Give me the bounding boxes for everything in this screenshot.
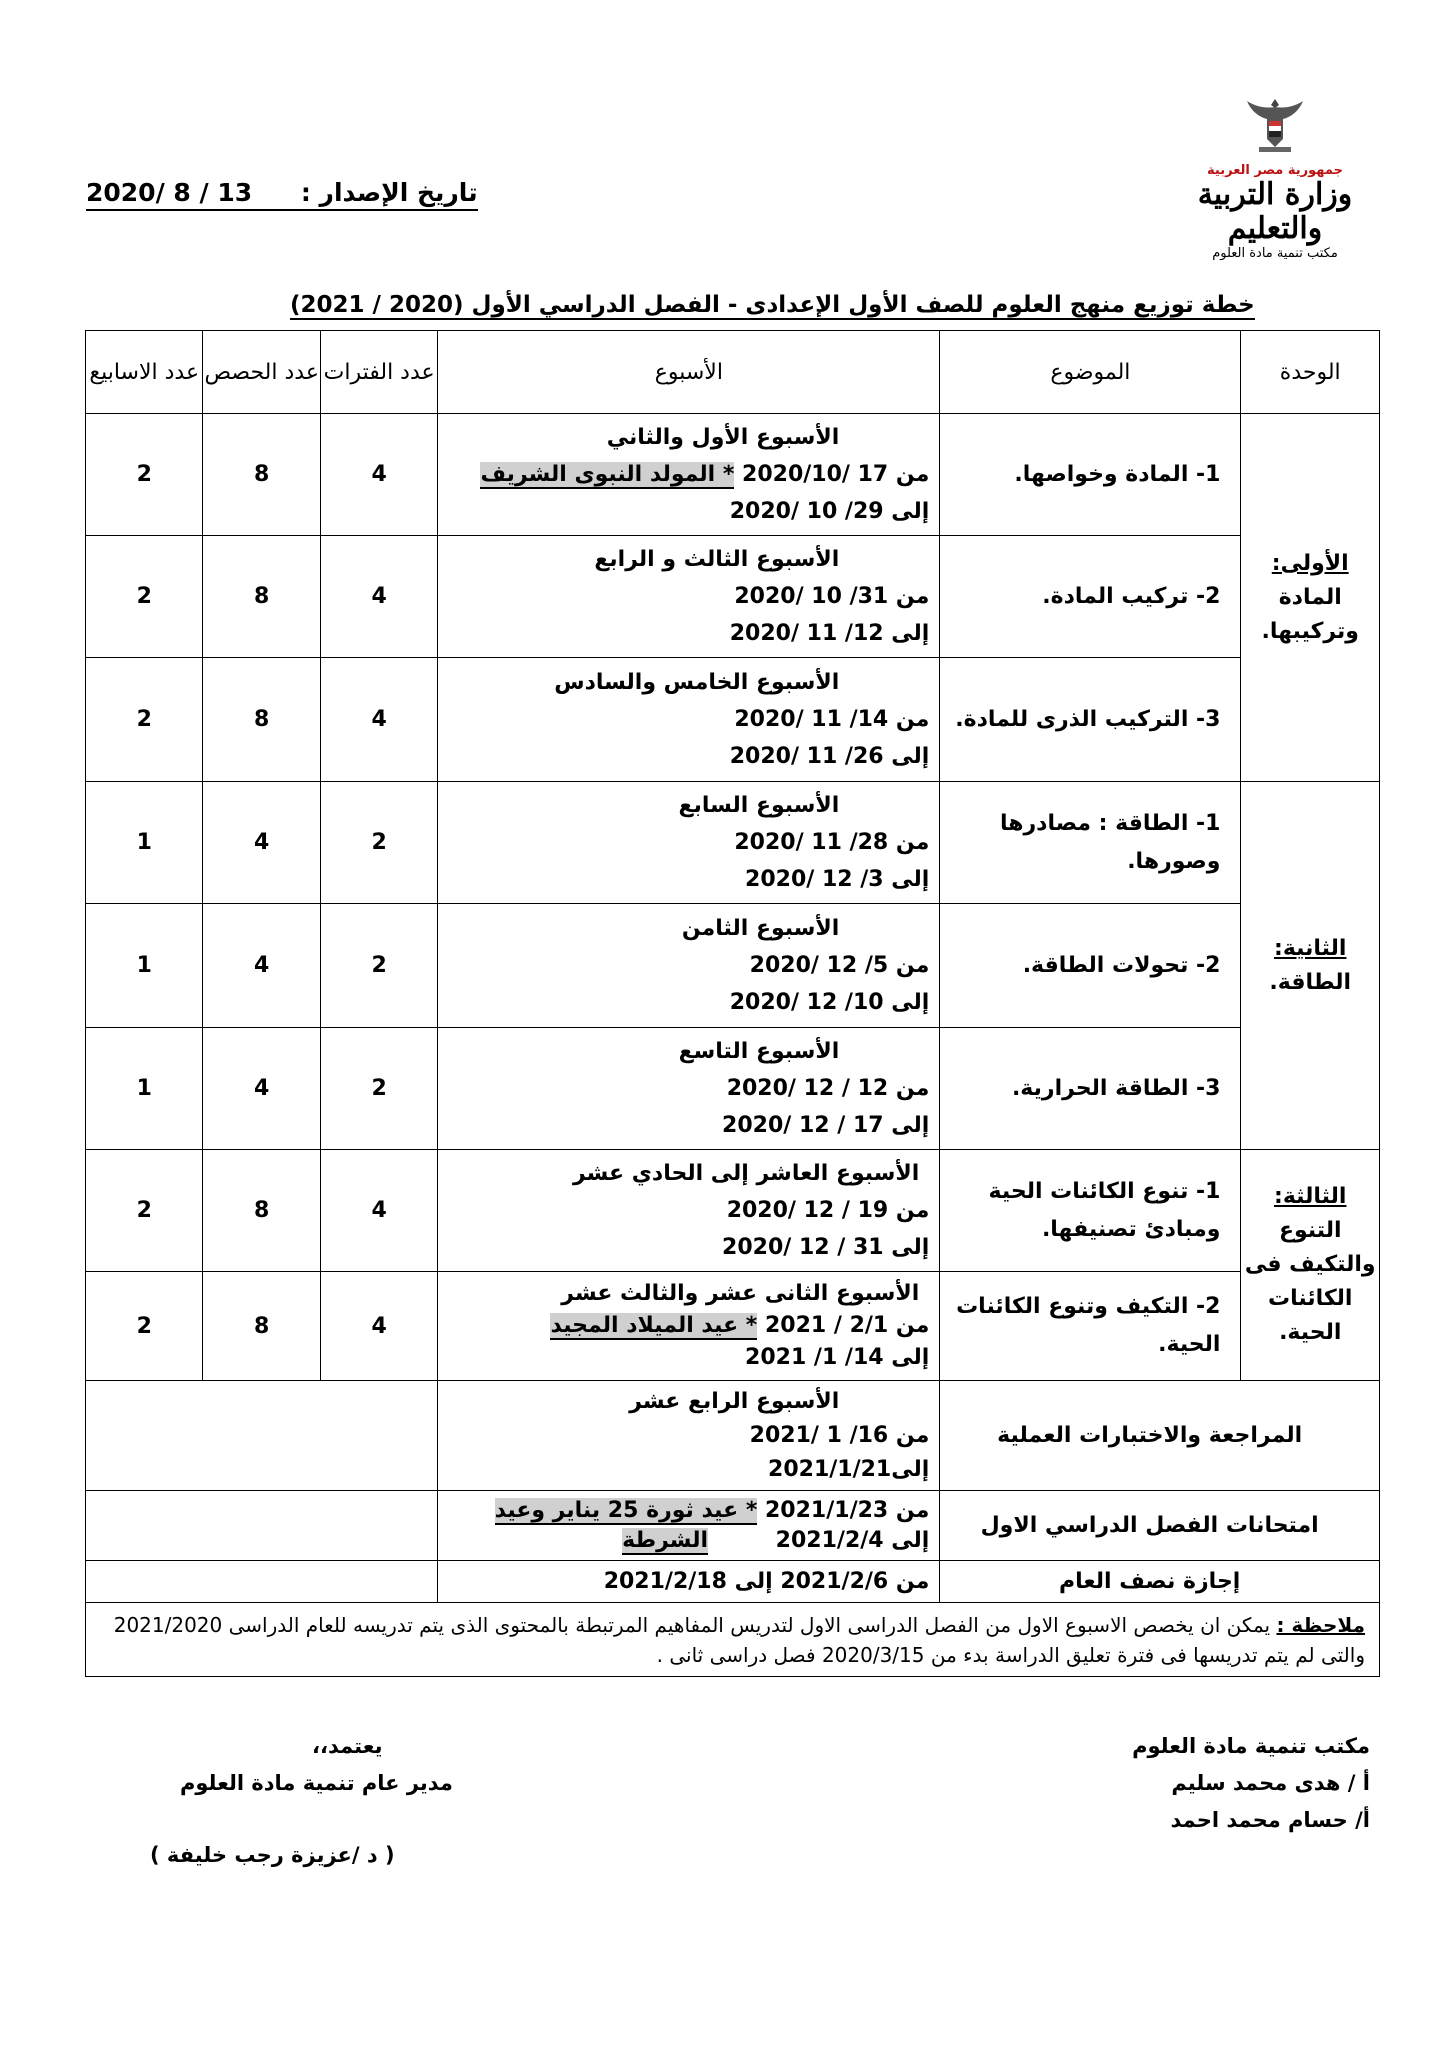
to-date: إلى 2021/2/4 — [775, 1527, 930, 1553]
topic-cell: 2- تحولات الطاقة. — [940, 904, 1241, 1028]
holiday-topic: إجازة نصف العام — [940, 1561, 1380, 1603]
week-cell — [438, 1150, 940, 1272]
week-to: إلى 14/ 1/ 2021 — [745, 1345, 930, 1370]
unit-cell — [1241, 414, 1380, 782]
week-from: من 19 / 12 /2020 — [726, 1198, 930, 1223]
issue-label: تاريخ الإصدار : — [300, 178, 478, 207]
week-cell — [438, 782, 940, 904]
page-title: خطة توزيع منهج العلوم للصف الأول الإعدادى - الفصل الدراسي الأول (2020 / 2021) — [290, 292, 1255, 318]
topic-cell: 2- التكيف وتنوع الكائنات الحية. — [940, 1272, 1241, 1381]
office-title: مكتب تنمية مادة العلوم — [1132, 1734, 1370, 1758]
table-row — [86, 782, 1380, 904]
table-row — [86, 658, 1380, 782]
empty-cell — [86, 1491, 438, 1561]
week-cell — [438, 536, 940, 658]
week-from — [438, 456, 929, 493]
office-label: مكتب تنمية مادة العلوم — [1212, 246, 1338, 261]
week-to: إلى 29/ 10 /2020 — [729, 499, 930, 524]
week-title: الأسبوع التاسع — [678, 1039, 840, 1064]
week-title: الأسبوع السابع — [678, 793, 840, 818]
unit-text: المادة وتركيبها. — [1261, 584, 1359, 644]
classes-cell: 4 — [203, 1028, 320, 1150]
classes-cell: 4 — [203, 782, 320, 904]
unit-cell — [1241, 1150, 1380, 1381]
periods-cell: 4 — [320, 536, 437, 658]
director-name: ( د /عزيزة رجب خليفة ) — [150, 1843, 395, 1867]
topic-cell: 3- الطاقة الحرارية. — [940, 1028, 1241, 1150]
week-title: الأسبوع الثالث و الرابع — [594, 547, 840, 572]
week-title: الأسبوع العاشر إلى الحادي عشر — [572, 1161, 920, 1186]
from-date: من 17 /2020/10 — [742, 462, 930, 487]
week-cell — [438, 658, 940, 782]
director-title: مدير عام تنمية مادة العلوم — [180, 1771, 453, 1795]
week-to: إلى2021/1/21 — [768, 1456, 930, 1482]
exams-row — [86, 1491, 1380, 1561]
week-title: الأسبوع الثامن — [681, 916, 840, 941]
table-row — [86, 1028, 1380, 1150]
periods-cell: 2 — [320, 904, 437, 1028]
week-title: الأسبوع الثانى عشر والثالث عشر — [561, 1281, 920, 1306]
exams-to — [438, 1526, 929, 1556]
table-row — [86, 904, 1380, 1028]
week-to: إلى 31 / 12 /2020 — [722, 1235, 930, 1260]
header-week: الأسبوع — [438, 331, 940, 414]
note-text: يمكن ان يخصص الاسبوع الاول من الفصل الدراسى الاول لتدريس المفاهيم المرتبطة بالمحتوى الذى يتم تدريسه للعام الدراسى 2021/2020 والتى لم يتم تدريسها فى فترة تعليق الدراسة بدء من 2020/3/15 فصل دراسى ثانى . — [113, 1612, 1365, 1667]
weeks-cell: 1 — [86, 782, 203, 904]
header-periods: عدد الفترات — [320, 331, 437, 414]
weeks-cell: 2 — [86, 414, 203, 536]
week-cell — [438, 414, 940, 536]
week-from: من 16/ 1 /2021 — [749, 1422, 930, 1448]
ministry-name: وزارة التربية والتعليم — [1197, 177, 1353, 246]
note-label: ملاحظة : — [1276, 1612, 1365, 1637]
review-week-cell — [438, 1381, 940, 1491]
unit-text: التنوع والتكيف فى الكائنات الحية. — [1244, 1218, 1376, 1345]
holiday-note: * المولد النبوى الشريف — [480, 462, 735, 487]
member-1: أ / هدى محمد سليم — [1171, 1771, 1370, 1795]
week-from — [438, 1310, 929, 1342]
topic-cell: 1- تنوع الكائنات الحية ومبادئ تصنيفها. — [940, 1150, 1241, 1272]
unit-label: الثالثة: — [1274, 1184, 1347, 1209]
week-to: إلى 17 / 12 /2020 — [722, 1113, 930, 1138]
review-topic: المراجعة والاختبارات العملية — [940, 1381, 1380, 1491]
table-row — [86, 414, 1380, 536]
periods-cell: 2 — [320, 782, 437, 904]
weeks-cell: 2 — [86, 536, 203, 658]
topic-cell: 1- المادة وخواصها. — [940, 414, 1241, 536]
weeks-cell: 1 — [86, 904, 203, 1028]
periods-cell: 4 — [320, 1272, 437, 1381]
holiday-range: من 2021/2/6 إلى 2021/2/18 — [438, 1561, 940, 1603]
week-from: من 5/ 12 /2020 — [749, 953, 930, 978]
topic-cell: 1- الطاقة : مصادرها وصورها. — [940, 782, 1241, 904]
header-classes: عدد الحصص — [203, 331, 320, 414]
ministry-logo — [1180, 95, 1370, 261]
periods-cell: 2 — [320, 1028, 437, 1150]
classes-cell: 8 — [203, 1150, 320, 1272]
week-to: إلى 3/ 12 /2020 — [745, 867, 930, 892]
week-cell — [438, 904, 940, 1028]
note-row — [86, 1603, 1380, 1677]
unit-text: الطاقة. — [1269, 969, 1352, 995]
week-from: من 12 / 12 /2020 — [726, 1076, 930, 1101]
topic-cell: 2- تركيب المادة. — [940, 536, 1241, 658]
header-weeks: عدد الاسابيع — [86, 331, 203, 414]
classes-cell: 8 — [203, 536, 320, 658]
header-unit: الوحدة — [1241, 331, 1380, 414]
note-cell — [86, 1603, 1380, 1677]
weeks-cell: 2 — [86, 1272, 203, 1381]
table-row — [86, 536, 1380, 658]
unit-label: الأولى: — [1271, 550, 1349, 576]
week-title: الأسبوع الخامس والسادس — [554, 670, 840, 695]
weeks-cell: 2 — [86, 1150, 203, 1272]
issue-date-line — [86, 178, 478, 211]
week-to: إلى 12/ 11 /2020 — [729, 621, 930, 646]
empty-cell — [86, 1561, 438, 1603]
periods-cell: 4 — [320, 1150, 437, 1272]
member-2: أ/ حسام محمد احمد — [1170, 1808, 1370, 1832]
week-to: إلى 10/ 12 /2020 — [729, 990, 930, 1015]
holiday-note: * عيد ثورة 25 يناير وعيد — [494, 1497, 758, 1523]
periods-cell: 4 — [320, 414, 437, 536]
holiday-row — [86, 1561, 1380, 1603]
holiday-note: الشرطة — [622, 1527, 708, 1553]
approve-label: يعتمد،، — [312, 1734, 383, 1758]
from-date: من 2/1 / 2021 — [764, 1313, 930, 1338]
table-header-row — [86, 331, 1380, 414]
week-title: الأسبوع الرابع عشر — [629, 1388, 840, 1414]
empty-cell — [86, 1381, 438, 1491]
republic-label: جمهورية مصر العربية — [1207, 163, 1343, 178]
exams-week-cell — [438, 1491, 940, 1561]
week-from: من 28/ 11 /2020 — [734, 830, 930, 855]
table-row — [86, 1272, 1380, 1381]
periods-cell: 4 — [320, 658, 437, 782]
classes-cell: 8 — [203, 658, 320, 782]
holiday-note: * عيد الميلاد المجيد — [550, 1313, 758, 1338]
topic-cell: 3- التركيب الذرى للمادة. — [940, 658, 1241, 782]
unit-cell — [1241, 782, 1380, 1150]
header-topic: الموضوع — [940, 331, 1241, 414]
exams-from — [438, 1496, 929, 1526]
week-cell — [438, 1028, 940, 1150]
classes-cell: 4 — [203, 904, 320, 1028]
weeks-cell: 2 — [86, 658, 203, 782]
from-date: من 2021/1/23 — [765, 1497, 930, 1523]
classes-cell: 8 — [203, 1272, 320, 1381]
week-to: إلى 26/ 11 /2020 — [729, 744, 930, 769]
week-title: الأسبوع الأول والثاني — [606, 425, 840, 450]
issue-date: 2020/ 8 / 13 — [86, 178, 253, 207]
classes-cell: 8 — [203, 414, 320, 536]
exams-topic: امتحانات الفصل الدراسي الاول — [940, 1491, 1380, 1561]
weeks-cell: 1 — [86, 1028, 203, 1150]
eagle-emblem-icon — [1245, 95, 1305, 157]
week-cell — [438, 1272, 940, 1381]
unit-label: الثانية: — [1274, 935, 1347, 961]
curriculum-table — [85, 330, 1380, 1677]
review-row — [86, 1381, 1380, 1491]
week-from: من 31/ 10 /2020 — [734, 584, 930, 609]
week-from: من 14/ 11 /2020 — [734, 707, 930, 732]
table-row — [86, 1150, 1380, 1272]
